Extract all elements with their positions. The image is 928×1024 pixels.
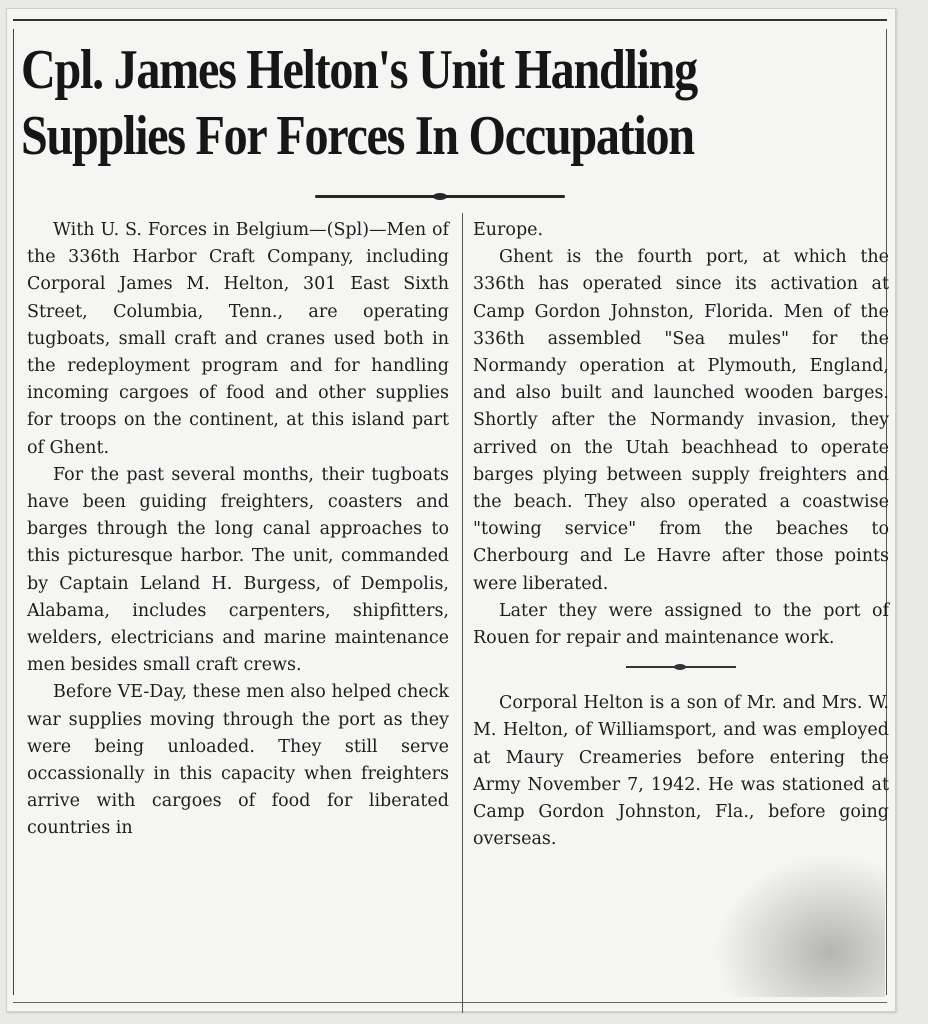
ink-smudge [705,847,885,997]
column-divider-rule [462,213,463,1013]
top-border-rule [13,19,887,21]
headline-line-1: Cpl. James Helton's Unit Handling [21,39,697,101]
paragraph-ghent: Ghent is the fourth port, at which the 336th has operated since its activation at Camp Gordon Johnston, Florida. Men of the 336th assembled "Sea mules" for the Normandy operation at Plymouth, England, and also built and launched wooden barges. Shortly after the Normandy invasion, they arrived on the Utah beachhead to operate barges plying between supply freighters and the beach. They also operated a coastwise "towing service" from the beaches to Cherbourg and Le Havre after those points were liberated. [473,247,889,594]
paragraph-continuation: Europe. [473,220,544,240]
headline-line-2: Supplies For Forces In Occupation [21,105,694,167]
paragraph-ve-day: Before VE-Day, these men also helped check war supplies moving through the port as they were being unloaded. They still serve occassionally in this capacity when freighters arrive with cargoes of food for liberated countries in [27,682,449,839]
left-border-rule [13,29,14,995]
headline-divider-rule [315,195,565,198]
paragraph-dateline: With U. S. Forces in Belgium—(Spl)—Men of the 336th Harbor Craft Company, including Corporal James M. Helton, 301 East Sixth Street, Columbia, Tenn., are operating tugboats, small craft and cranes used both in the redeployment program and for handling incoming cargoes of food and other supplies for troops on the continent, at this island part of Ghent. [27,220,449,458]
bottom-border-rule [13,1002,887,1003]
section-divider-rule [626,666,736,668]
paragraph-rouen: Later they were assigned to the port of Rouen for repair and maintenance work. [473,600,889,649]
left-column [27,217,449,843]
paragraph-tugboats: For the past several months, their tugboats have been guiding freighters, coasters and barges through the long canal approaches to this picturesque harbor. The unit, commanded by Captain Leland H. Burgess, of Dempolis, Alabama, includes carpenters, shipfitters, welders, electricians and marine maintenance men besides small craft crews. [27,464,449,676]
headline [21,37,709,169]
paragraph-biography: Corporal Helton is a son of Mr. and Mrs. W. M. Helton, of Williamsport, and was employed at Maury Creameries before entering the Army November 7, 1942. He was stationed at Camp Gordon Johnston, Fla., before going overseas. [473,693,889,850]
newspaper-clipping [6,8,896,1012]
right-column [473,217,889,853]
